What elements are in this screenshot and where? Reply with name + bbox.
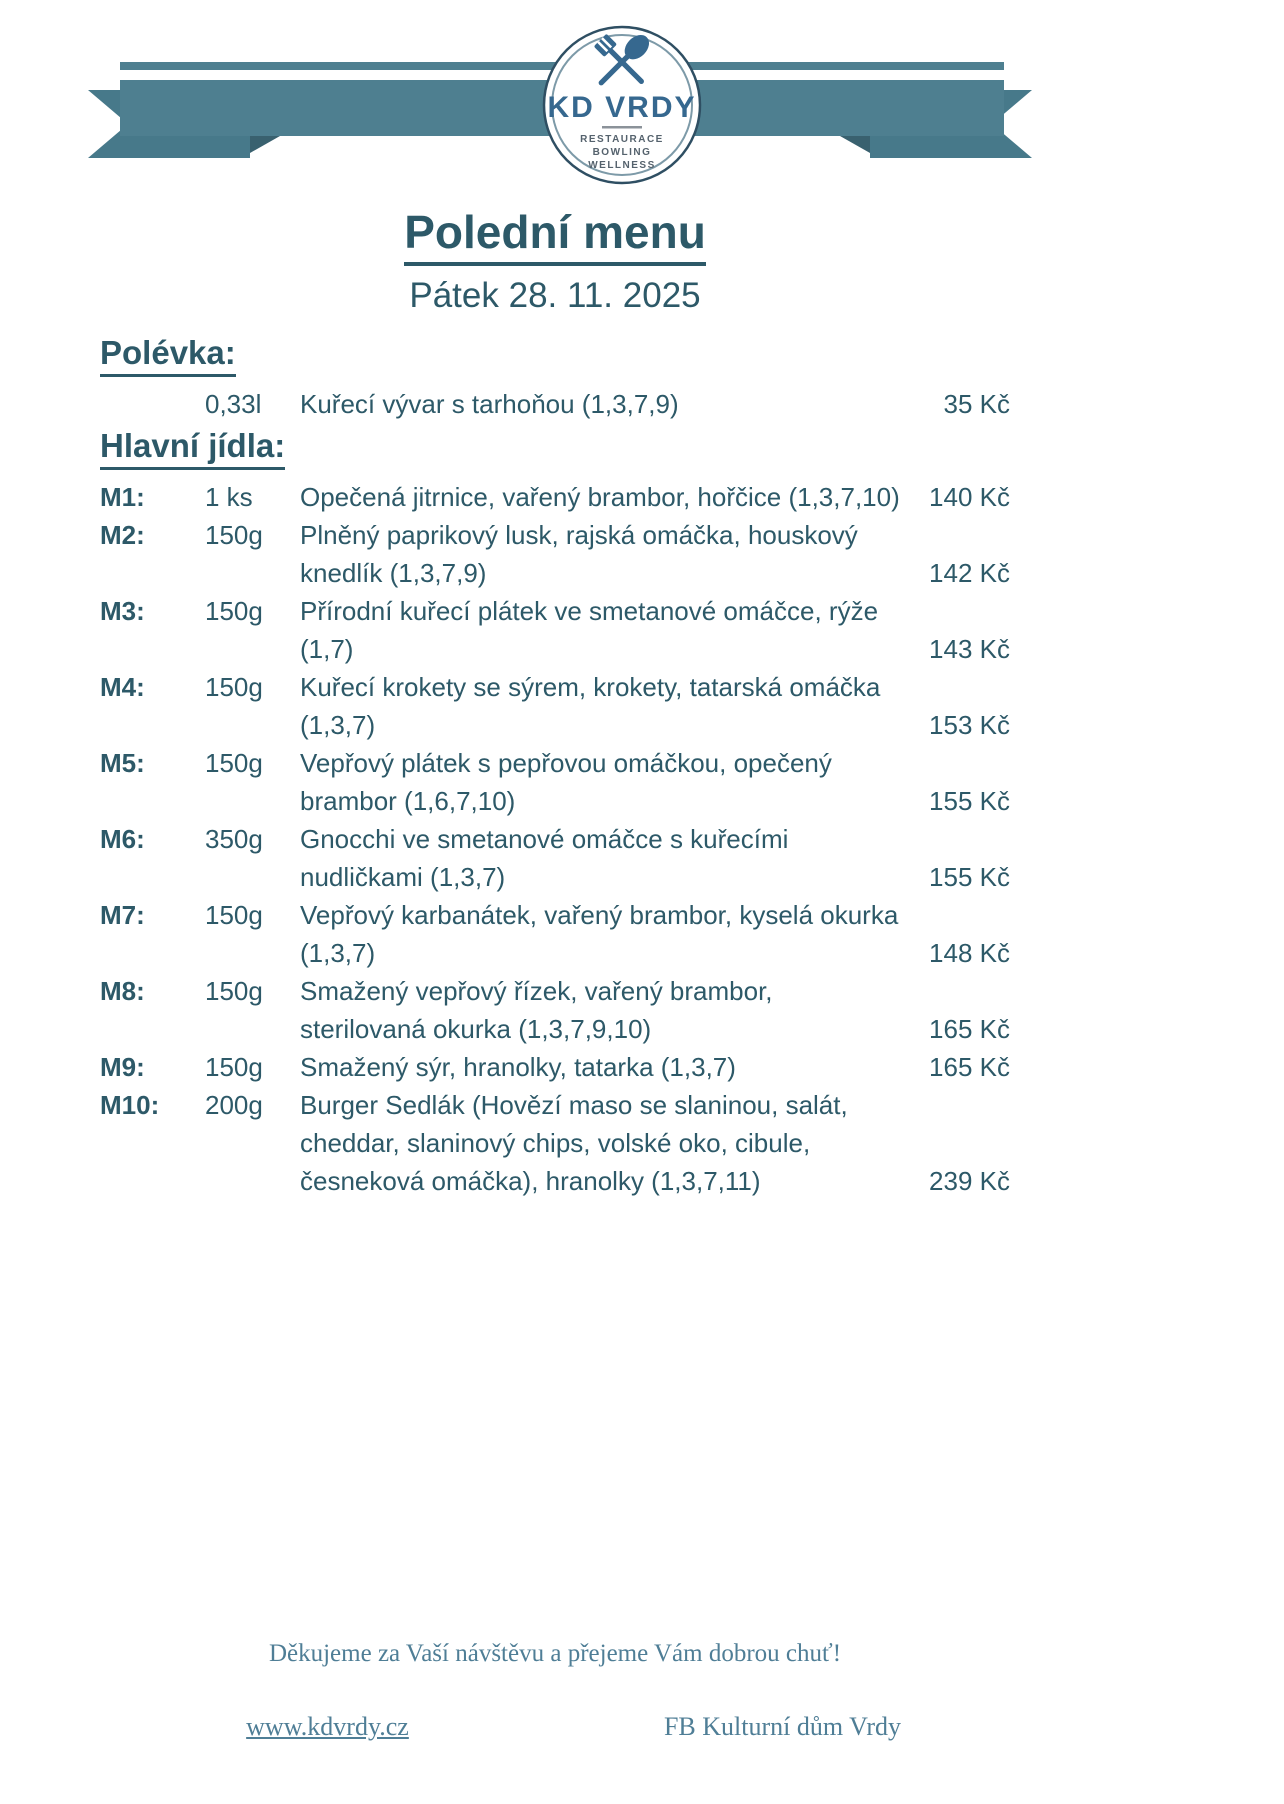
footer — [100, 1640, 1010, 1742]
item-price: 165 Kč — [929, 1014, 1010, 1044]
logo-subtitle-restaurace: RESTAURACE — [580, 134, 664, 145]
section-heading-soup-label: Polévka: — [100, 334, 236, 377]
menu-item-row — [100, 972, 1010, 1048]
ribbon-banner — [0, 0, 1284, 195]
item-quantity: 150g — [205, 976, 263, 1006]
item-description: Smažený vepřový řízek, vařený brambor, sterilovaná okurka (1,3,7,9,10) — [300, 976, 773, 1044]
menu-item-row — [100, 668, 1010, 744]
menu-item-row — [100, 478, 1010, 516]
item-code: M2: — [100, 520, 145, 550]
item-code: M4: — [100, 672, 145, 702]
item-description: Burger Sedlák (Hovězí maso se slaninou, salát, cheddar, slaninový chips, volské oko, cibule, česneková omáčka), hranolky (1,3,7,11) — [300, 1090, 848, 1196]
item-description: Vepřový plátek s pepřovou omáčkou, opečený brambor (1,6,7,10) — [300, 748, 832, 816]
facebook-label: FB Kulturní dům Vrdy — [663, 1712, 902, 1741]
item-code: M8: — [100, 976, 145, 1006]
item-price: 142 Kč — [929, 558, 1010, 588]
item-description: Gnocchi ve smetanové omáčce s kuřecími nudličkami (1,3,7) — [300, 824, 789, 892]
item-quantity: 150g — [205, 900, 263, 930]
item-quantity: 150g — [205, 596, 263, 626]
logo-name: KD VRDY — [547, 91, 697, 124]
menu-item-row — [100, 1086, 1010, 1200]
item-price: 153 Kč — [929, 710, 1010, 740]
item-code: M1: — [100, 482, 145, 512]
page-title: Polední menu — [404, 205, 706, 266]
item-quantity: 150g — [205, 672, 263, 702]
menu-item-row — [100, 385, 1010, 423]
menu-item-row — [100, 1048, 1010, 1086]
menu-item-row — [100, 820, 1010, 896]
item-code — [100, 385, 205, 423]
item-description: Plněný paprikový lusk, rajská omáčka, houskový knedlík (1,3,7,9) — [300, 520, 858, 588]
item-price: 35 Kč — [943, 389, 1010, 419]
item-quantity: 200g — [205, 1090, 263, 1120]
item-price: 165 Kč — [929, 1052, 1010, 1082]
ribbon-right-fold — [840, 136, 870, 153]
item-code: M5: — [100, 748, 145, 778]
item-quantity: 0,33l — [205, 389, 262, 419]
item-price: 239 Kč — [929, 1166, 1010, 1196]
item-quantity: 1 ks — [205, 482, 253, 512]
website-link[interactable]: www.kdvrdy.cz — [246, 1712, 409, 1741]
section-heading-mains — [100, 427, 1010, 470]
item-code: M7: — [100, 900, 145, 930]
item-price: 148 Kč — [929, 938, 1010, 968]
ribbon-left-fold — [250, 136, 280, 153]
section-heading-soup — [100, 334, 1010, 377]
item-price: 155 Kč — [929, 786, 1010, 816]
menu-item-row — [100, 516, 1010, 592]
item-code: M3: — [100, 596, 145, 626]
item-description: Opečená jitrnice, vařený brambor, hořčice (1,3,7,10) — [300, 482, 900, 512]
menu-item-row — [100, 896, 1010, 972]
item-description: Vepřový karbanátek, vařený brambor, kyselá okurka (1,3,7) — [300, 900, 899, 968]
item-code: M6: — [100, 824, 145, 854]
logo-subtitle-bowling: BOWLING — [592, 147, 652, 158]
footer-thanks-text: Děkujeme za Vaší návštěvu a přejeme Vám dobrou chuť! — [268, 1640, 842, 1667]
item-description: Kuřecí vývar s tarhoňou (1,3,7,9) — [300, 389, 679, 419]
item-quantity: 150g — [205, 1052, 263, 1082]
logo-subtitle-wellness: WELLNESS — [588, 160, 656, 171]
item-price: 155 Kč — [929, 862, 1010, 892]
menu-content — [100, 205, 1010, 1200]
item-quantity: 350g — [205, 824, 263, 854]
item-code: M9: — [100, 1052, 145, 1082]
item-price: 140 Kč — [929, 482, 1010, 512]
menu-item-row — [100, 592, 1010, 668]
item-price: 143 Kč — [929, 634, 1010, 664]
item-description: Přírodní kuřecí plátek ve smetanové omáčce, rýže (1,7) — [300, 596, 879, 664]
item-quantity: 150g — [205, 748, 263, 778]
section-heading-mains-label: Hlavní jídla: — [100, 427, 285, 470]
item-quantity: 150g — [205, 520, 263, 550]
logo-divider — [602, 126, 642, 129]
item-description: Smažený sýr, hranolky, tatarka (1,3,7) — [300, 1052, 736, 1082]
item-code: M10: — [100, 1090, 160, 1120]
menu-list — [100, 385, 1010, 1200]
item-description: Kuřecí krokety se sýrem, krokety, tatarská omáčka (1,3,7) — [300, 672, 881, 740]
menu-item-row — [100, 744, 1010, 820]
menu-date: Pátek 28. 11. 2025 — [409, 276, 701, 315]
